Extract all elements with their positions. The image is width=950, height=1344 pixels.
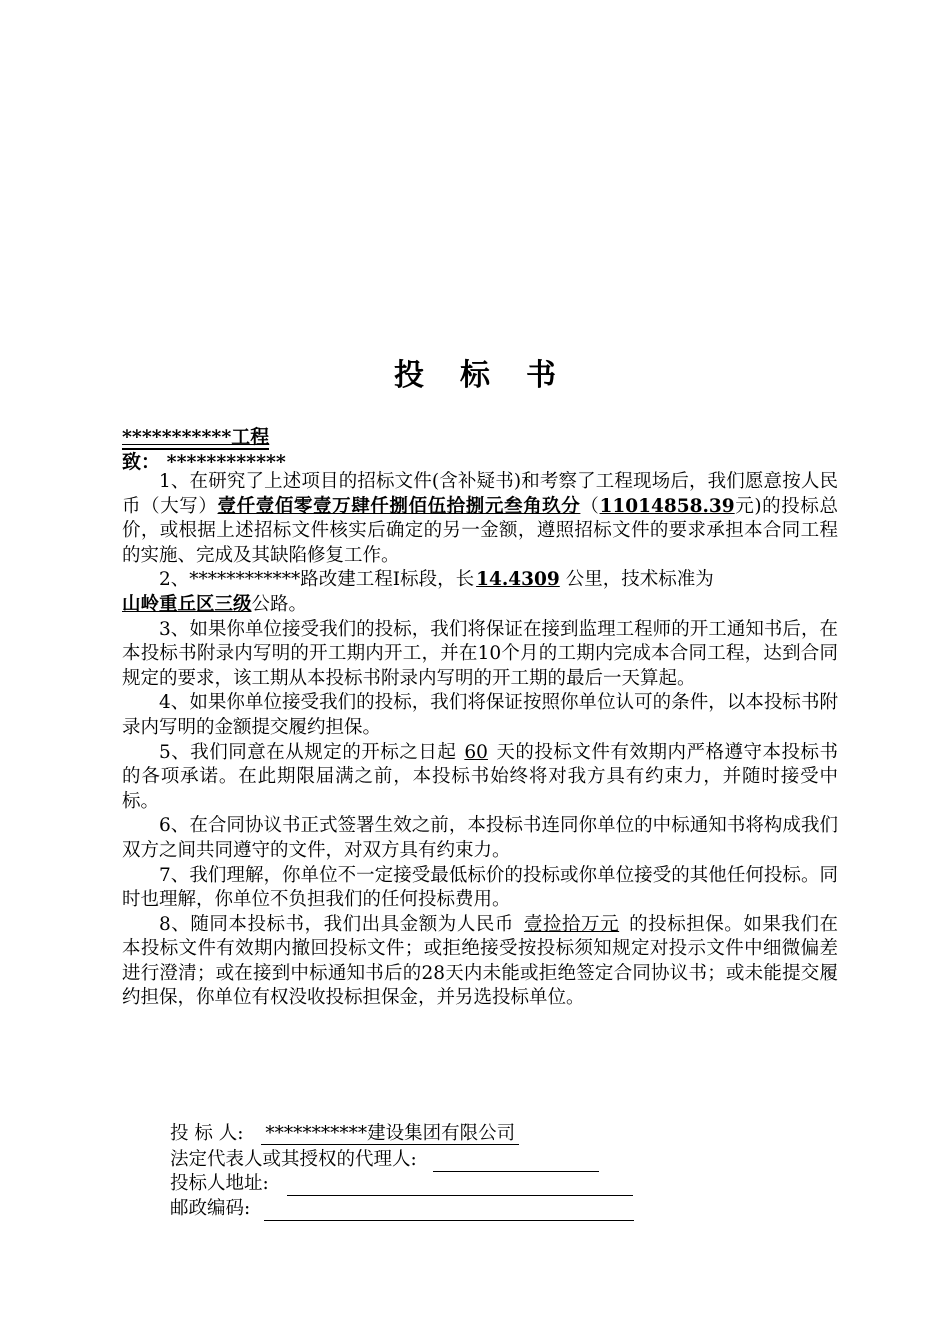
postal-label: 邮政编码:: [170, 1198, 251, 1219]
postal-row: [170, 1197, 634, 1221]
postal-blank[interactable]: [264, 1202, 634, 1221]
project-name-text: ***********工程: [122, 426, 270, 448]
address-blank[interactable]: [287, 1177, 633, 1196]
paragraph-5: [122, 741, 838, 815]
p5-text-b: 天的投标文件有效期内严格遵守本投标书的各项承诺。在此期限届满之前，本投标书始终将对我方具有约束力，并随时接受中标。: [122, 741, 838, 812]
title-char: 书: [526, 358, 556, 393]
addressee-label: 致：: [122, 451, 161, 473]
bid-security-amount: 壹捡拾万元: [523, 913, 620, 935]
p2-text-a: 2、************路改建工程Ⅰ标段，长: [159, 569, 475, 591]
p1-text-c: 元)的投标总价，或根据上述招标文件核实后确定的另一金额，遵照招标文件的要求承担本合同工程的实施、完成及其缺陷修复工作。: [122, 495, 838, 566]
p1-text-b: （: [580, 495, 600, 517]
technical-standard: 山岭重丘区三级: [122, 593, 252, 615]
paragraph-3: 3、如果你单位接受我们的投标，我们将保证在接到监理工程师的开工通知书后，在本投标书附录内写明的开工期内开工，并在10个月的工期内完成本合同工程，达到合同规定的要求，该工期从本投标书附录内写明的开工期的最后一天算起。: [122, 618, 838, 689]
amount-in-numbers: 11014858.39: [599, 495, 735, 517]
project-name: [122, 425, 269, 449]
paragraph-6: 6、在合同协议书正式签署生效之前，本投标书连同你单位的中标通知书将构成我们双方之间共同遵守的文件，对双方具有约束力。: [122, 815, 838, 861]
validity-days: 60: [464, 741, 488, 763]
representative-label: 法定代表人或其授权的代理人:: [170, 1149, 417, 1170]
amount-in-words: 壹仟壹佰零壹万肆仟捌佰伍拾捌元叁角玖分: [217, 495, 581, 517]
bidder-row: [170, 1122, 519, 1146]
p8-text-a: 8、随同本投标书，我们出具金额为人民币: [159, 913, 514, 935]
bidder-label: 投 标 人:: [170, 1123, 244, 1144]
p1-text-a: 1、在研究了上述项目的招标文件(含补疑书)和考察了工程现场后，我们愿意按人民币（大写）: [122, 471, 838, 517]
addressee-name: ************: [166, 451, 286, 473]
p5-text-a: 5、我们同意在从规定的开标之日起: [159, 741, 457, 763]
paragraph-8: [122, 913, 838, 1011]
address-row: [170, 1172, 633, 1196]
p2-text-c: 公路。: [251, 593, 308, 615]
p2-text-b: 公里，技术标准为: [565, 569, 714, 591]
representative-row: [170, 1148, 599, 1172]
address-label: 投标人地址:: [170, 1173, 269, 1194]
road-length: 14.4309: [476, 569, 560, 591]
paragraph-7: 7、我们理解，你单位不一定接受最低标价的投标或你单位接受的其他任何投标。同时也理解，你单位不负担我们的任何投标费用。: [122, 864, 838, 911]
paragraph-2: [122, 568, 838, 617]
p8-text-b: 的投标担保。如果我们在本投标文件有效期内撤回投标文件；或拒绝接受按投标须知规定对投示文件中细微偏差进行澄清；或在接到中标通知书后的28天内未能或拒绝签定合同协议书；或未能提交履约担保，你单位有权没收投标担保金，并另选投标单位。: [122, 913, 838, 1009]
representative-blank[interactable]: [433, 1153, 599, 1172]
document-body: [122, 470, 838, 1011]
title-char: 投: [394, 358, 424, 393]
paragraph-4: 4、如果你单位接受我们的投标，我们将保证按照你单位认可的条件，以本投标书附录内写明的金额提交履约担保。: [122, 692, 838, 738]
bidder-value: ***********建设集团有限公司: [261, 1123, 519, 1145]
title-char: 标: [460, 358, 490, 393]
page-title: [0, 350, 950, 394]
paragraph-1: [122, 470, 838, 568]
